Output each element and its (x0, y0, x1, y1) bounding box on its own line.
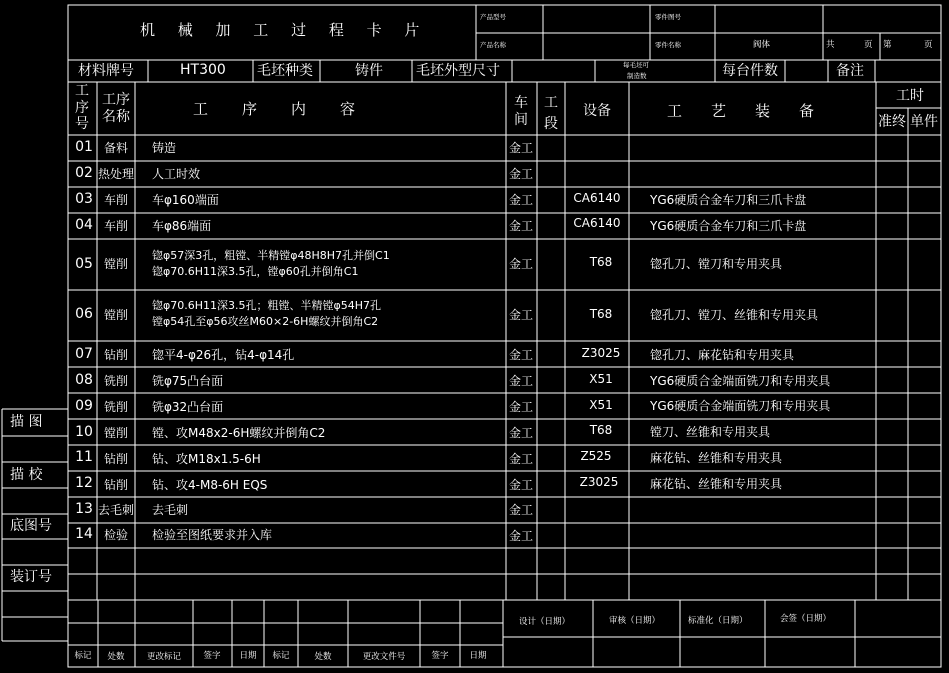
row-workshop: 金工 (508, 452, 534, 466)
col-seq-1: 工 (75, 83, 89, 99)
col-name-2: 名称 (102, 109, 130, 125)
row-content: 铣φ75凸台面 (152, 374, 224, 388)
row-no: 12 (75, 475, 93, 491)
row-workshop: 金工 (508, 167, 534, 181)
total-pages-unit: 页 (864, 40, 873, 50)
row-workshop: 金工 (508, 529, 534, 543)
part-name-value: 阀体 (753, 40, 771, 50)
row-no: 08 (75, 372, 93, 388)
material-value: HT300 (180, 62, 226, 78)
row-content-line2: 镗φ54孔至φ56攻丝M60×2-6H螺纹并倒角C2 (152, 315, 379, 328)
row-workshop: 金工 (508, 348, 534, 362)
row-content: 人工时效 (152, 167, 201, 181)
row-equipment: X51 (589, 372, 613, 386)
row-content-line2: 锪φ70.6H11深3.5孔，镗φ60孔并倒角C1 (152, 265, 359, 278)
pieces-per-blank-label-1: 每毛坯可 (623, 61, 649, 69)
row-no: 07 (75, 346, 93, 362)
footer-sign-1: 签字 (203, 651, 221, 661)
footer-standard: 标准化（日期） (688, 616, 748, 626)
card-title: 机 械 加 工 过 程 卡 片 (140, 21, 429, 39)
product-model-label: 产品型号 (480, 13, 506, 21)
row-equipment: T68 (589, 307, 613, 321)
row-equipment: Z525 (580, 449, 612, 463)
blank-size-label: 毛坯外型尺寸 (416, 63, 500, 79)
row-name: 钻削 (103, 452, 129, 466)
row-name: 备料 (103, 141, 129, 155)
row-name: 铣削 (103, 400, 129, 414)
page-no-unit: 页 (924, 40, 933, 50)
side-check-label: 描 校 (10, 467, 43, 483)
footer-review: 审核（日期） (609, 616, 661, 626)
col-equipment: 设备 (583, 103, 611, 119)
footer-mark-2: 标记 (272, 651, 290, 661)
row-no: 04 (75, 217, 93, 233)
row-equipment: T68 (589, 423, 613, 437)
footer-date-2: 日期 (469, 651, 487, 661)
row-content: 铣φ32凸台面 (152, 400, 224, 414)
footer-change-doc: 更改文件号 (362, 652, 406, 662)
row-workshop: 金工 (508, 426, 534, 440)
pieces-per-unit-label: 每台件数 (722, 63, 778, 79)
row-no: 02 (75, 165, 93, 181)
row-content: 检验至图纸要求并入库 (152, 528, 273, 542)
row-content: 锪平4-φ26孔，钻4-φ14孔 (152, 348, 295, 362)
row-tooling: 麻花钻、丝锥和专用夹具 (650, 451, 783, 465)
side-trace-label: 描 图 (10, 414, 43, 430)
row-content: 去毛刺 (152, 503, 189, 517)
row-content-line1: 锪φ57深3孔，粗镗、半精镗φ48H8H7孔并倒C1 (152, 249, 390, 262)
row-tooling: YG6硬质合金端面铣刀和专用夹具 (650, 399, 831, 413)
row-equipment: Z3025 (581, 346, 621, 360)
row-name: 车削 (103, 193, 129, 207)
total-pages-label: 共 (826, 40, 835, 50)
row-workshop: 金工 (508, 219, 534, 233)
row-name: 铣削 (103, 374, 129, 388)
col-seq-2: 序 (75, 100, 89, 116)
row-content: 车φ86端面 (152, 219, 212, 233)
row-tooling: 镗刀、丝锥和专用夹具 (650, 425, 771, 439)
side-base-no-label: 底图号 (10, 518, 52, 534)
row-workshop: 金工 (508, 503, 534, 517)
row-no: 09 (75, 398, 93, 414)
row-tooling: 锪孔刀、麻花钻和专用夹具 (650, 348, 795, 362)
col-section-2: 段 (544, 116, 558, 132)
footer-count-2: 处数 (314, 652, 332, 662)
row-equipment: T68 (589, 255, 613, 269)
row-name: 镗削 (103, 257, 129, 271)
row-no: 14 (75, 526, 93, 542)
row-content: 镗、攻M48x2-6H螺纹并倒角C2 (152, 426, 326, 440)
row-content: 钻、攻M18x1.5-6H (152, 452, 261, 466)
row-no: 05 (75, 256, 93, 272)
row-content: 铸造 (152, 141, 177, 155)
row-no: 01 (75, 139, 93, 155)
row-workshop: 金工 (508, 478, 534, 492)
col-section-1: 工 (544, 95, 558, 111)
row-name: 钻削 (103, 478, 129, 492)
row-name: 热处理 (97, 167, 135, 181)
row-tooling: 锪孔刀、镗刀、丝锥和专用夹具 (650, 308, 819, 322)
row-name: 去毛刺 (97, 503, 135, 517)
col-tooling: 工艺装备 (667, 102, 844, 120)
row-equipment: CA6140 (573, 191, 621, 205)
row-no: 03 (75, 191, 93, 207)
part-drawing-no-label: 零件图号 (655, 13, 681, 21)
row-name: 车削 (103, 219, 129, 233)
row-workshop: 金工 (508, 193, 534, 207)
row-workshop: 金工 (508, 257, 534, 271)
row-tooling: 麻花钻、丝锥和专用夹具 (650, 477, 783, 491)
row-no: 13 (75, 501, 93, 517)
row-name: 检验 (103, 528, 129, 542)
row-name: 钻削 (103, 348, 129, 362)
footer-approve: 会签（日期） (780, 614, 832, 624)
footer-date-1: 日期 (239, 651, 257, 661)
col-content: 工序内容 (193, 100, 390, 118)
row-tooling: YG6硬质合金车刀和三爪卡盘 (650, 193, 807, 207)
pieces-per-blank-label-2: 制造数 (627, 72, 647, 80)
footer-design: 设计（日期） (519, 617, 571, 627)
blank-type-value: 铸件 (355, 63, 383, 79)
row-tooling: YG6硬质合金车刀和三爪卡盘 (650, 219, 807, 233)
product-name-label: 产品名称 (480, 41, 506, 49)
page-no-label: 第 (883, 40, 892, 50)
row-equipment: CA6140 (573, 216, 621, 230)
row-name: 镗削 (103, 426, 129, 440)
remarks-label: 备注 (836, 63, 864, 79)
col-prep: 准终 (878, 114, 906, 130)
row-equipment: X51 (589, 398, 613, 412)
row-content-line1: 锪φ70.6H11深3.5孔；粗镗、半精镗φ54H7孔 (152, 299, 382, 312)
footer-count-1: 处数 (107, 652, 125, 662)
material-label: 材料牌号 (78, 63, 134, 79)
col-hours: 工时 (896, 88, 924, 104)
footer-change-mark: 更改标记 (146, 652, 182, 662)
row-tooling: YG6硬质合金端面铣刀和专用夹具 (650, 374, 831, 388)
footer-mark-1: 标记 (74, 651, 92, 661)
col-name-1: 工序 (102, 92, 130, 108)
row-no: 11 (75, 449, 93, 465)
col-workshop-1: 车 (514, 95, 528, 111)
blank-type-label: 毛坯种类 (257, 63, 313, 79)
row-workshop: 金工 (508, 400, 534, 414)
col-unit: 单件 (910, 114, 938, 130)
col-workshop-2: 间 (514, 112, 528, 128)
row-no: 06 (75, 306, 93, 322)
row-no: 10 (75, 424, 93, 440)
row-workshop: 金工 (508, 308, 534, 322)
side-binding-no-label: 装订号 (10, 569, 52, 585)
row-workshop: 金工 (508, 374, 534, 388)
row-content: 车φ160端面 (152, 193, 219, 207)
row-tooling: 锪孔刀、镗刀和专用夹具 (650, 257, 783, 271)
row-content: 钻、攻4-M8-6H EQS (152, 478, 268, 492)
footer-sign-2: 签字 (431, 651, 449, 661)
part-name-label: 零件名称 (655, 41, 681, 49)
col-seq-3: 号 (75, 116, 89, 132)
row-equipment: Z3025 (579, 475, 619, 489)
row-name: 镗削 (103, 308, 129, 322)
row-workshop: 金工 (508, 141, 534, 155)
